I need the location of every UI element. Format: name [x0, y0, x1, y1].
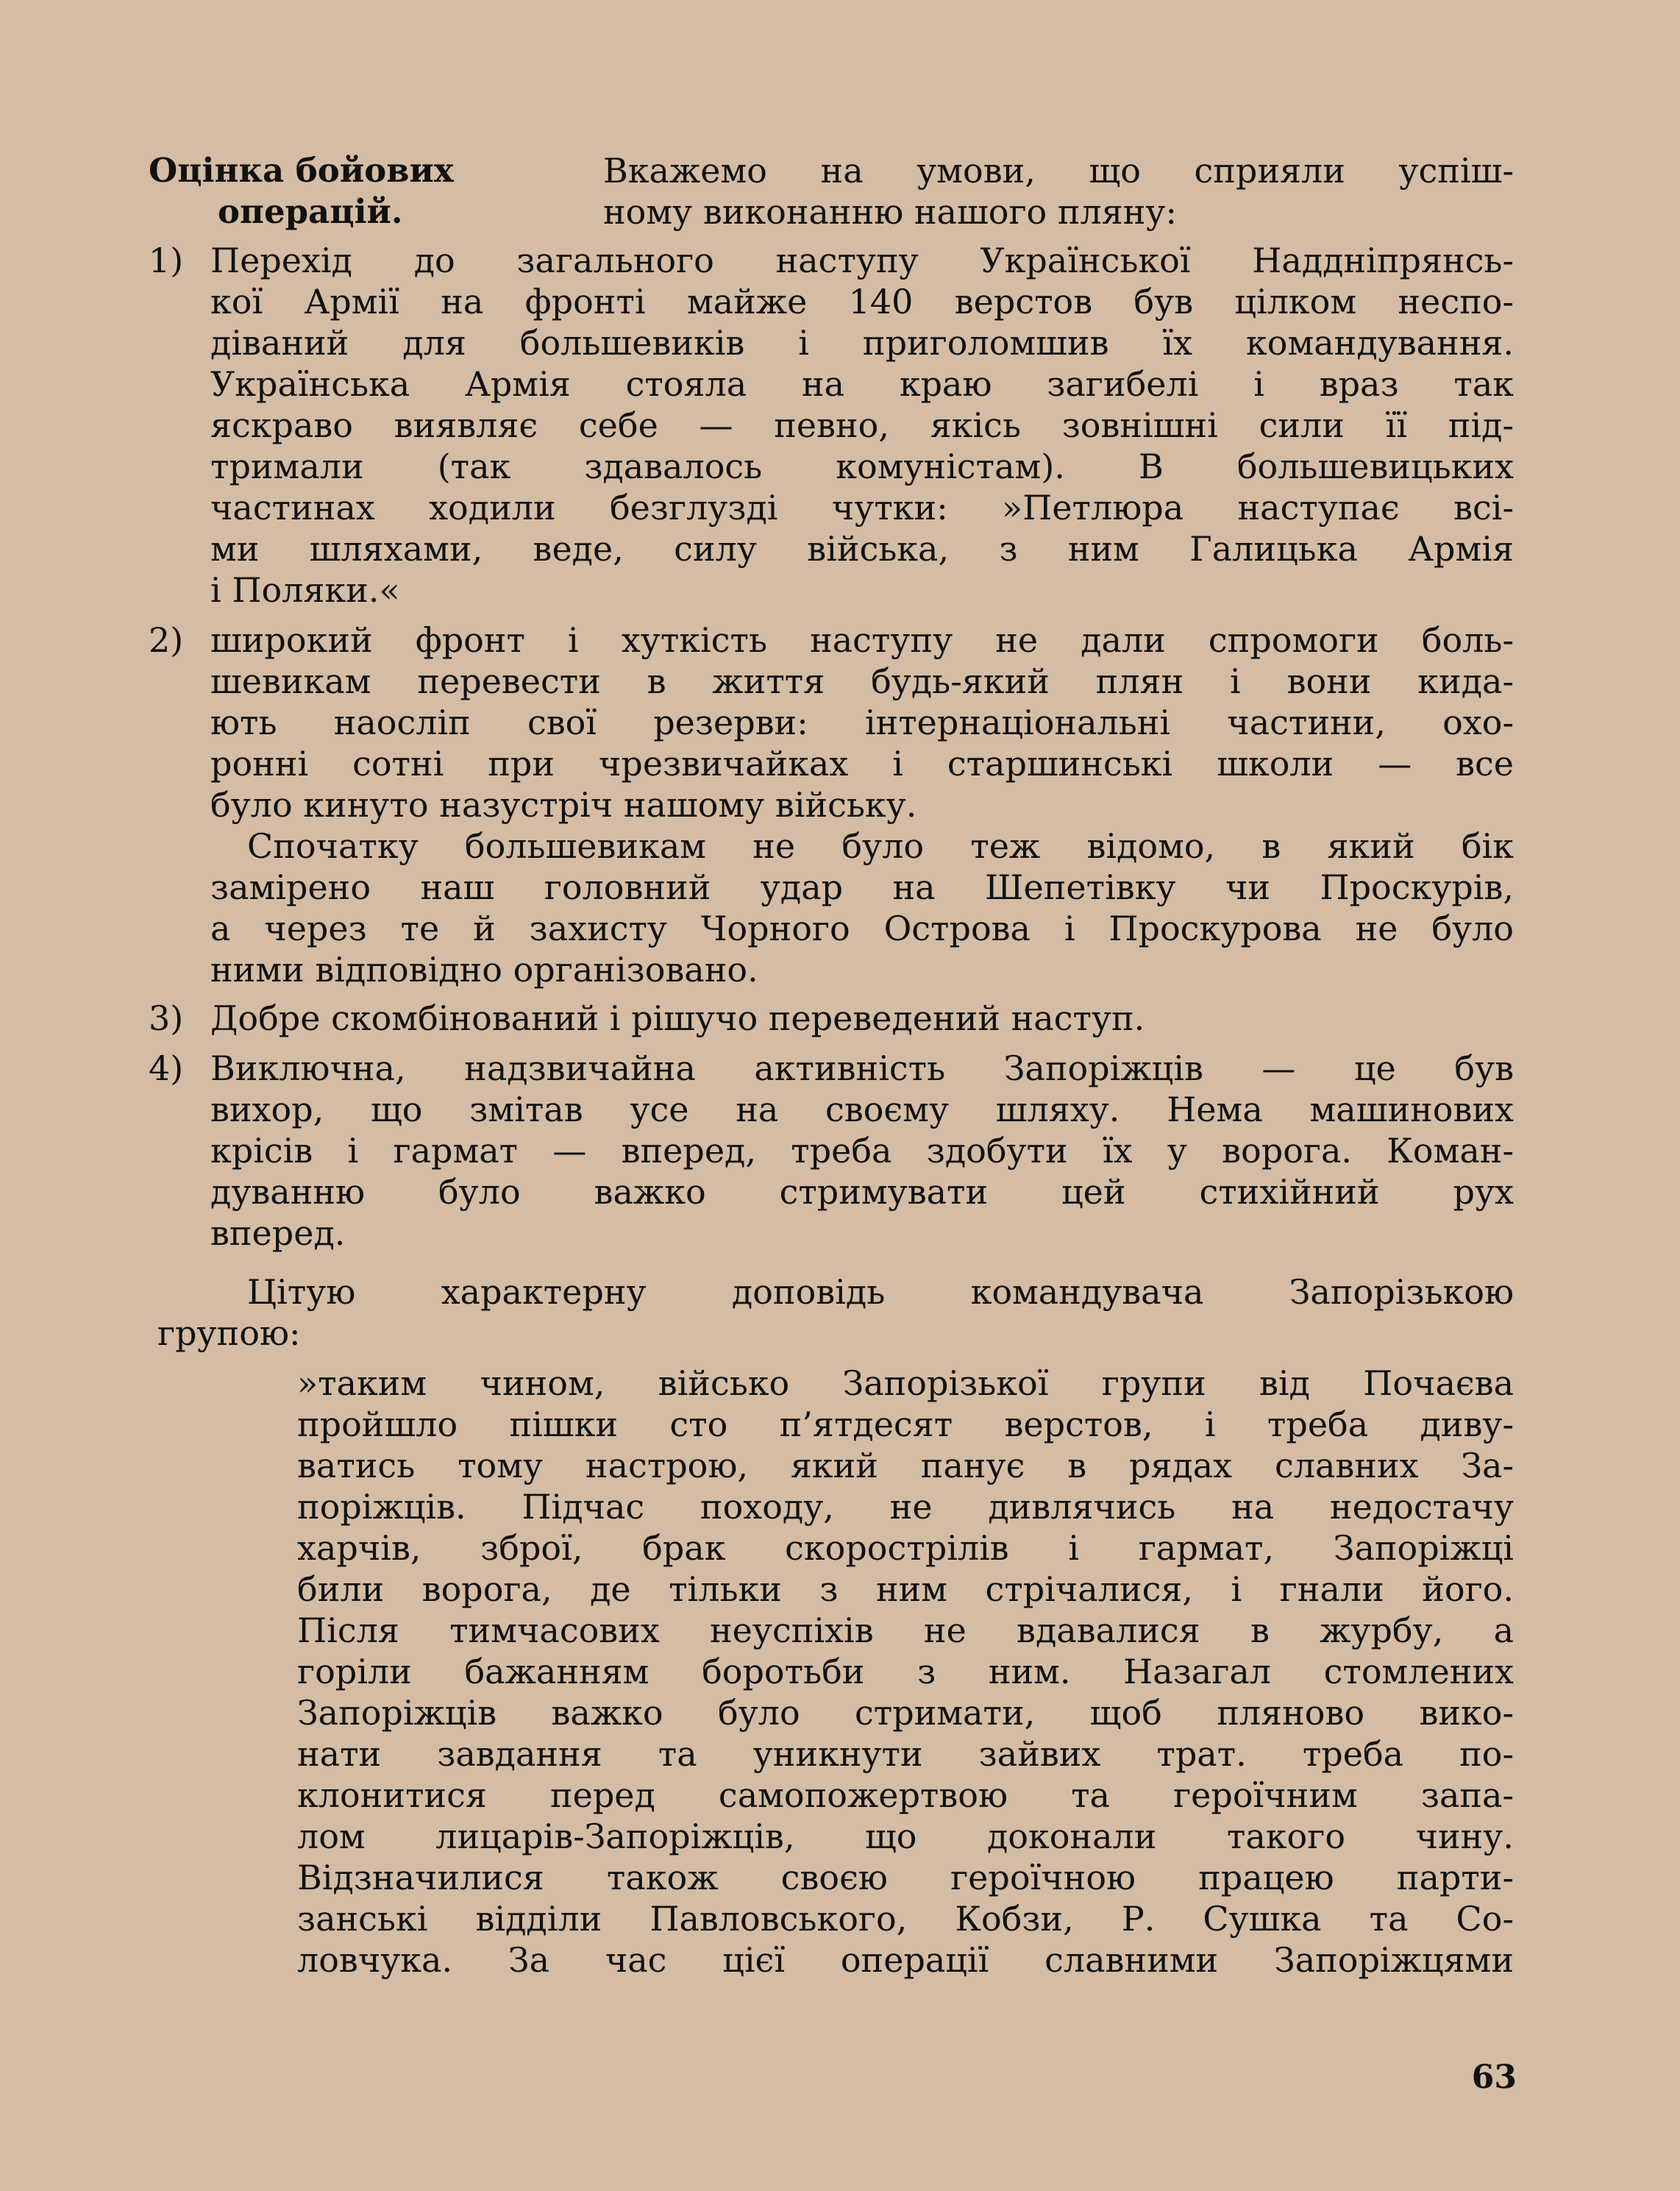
quote-line: харчів, зброї, брак скорострілів і гармат, Запоріжці [297, 1528, 1514, 1568]
citation-intro-line: Цітую характерну доповідь командувача Запорізькою [247, 1272, 1514, 1312]
quote-line: ловчука. За час цієї операції славними Запоріжцями [297, 1940, 1514, 1980]
list-item-line: діваний для большевиків і приголомшив їх командування. [210, 323, 1514, 363]
side-heading-line-2: операцій. [218, 192, 403, 231]
list-item-line: було кинуто назустріч нашому війську. [210, 785, 917, 825]
intro-line: Вкажемо на умови, що сприяли успіш- [603, 151, 1514, 191]
list-item-line: тримали (так здавалось комуністам). В большевицьких [210, 447, 1514, 486]
list-item-line: кої Армії на фронті майже 140 верстов був цілком неспо- [210, 282, 1514, 322]
list-item-number: 3) [149, 998, 184, 1038]
list-item-line: а через те й захисту Чорного Острова і Проскурова не було [210, 909, 1514, 948]
list-item-line: вихор, що змітав усе на своєму шляху. Нема машинових [210, 1090, 1514, 1129]
list-item-line: ронні сотні при чрезвичайках і старшинські школи — все [210, 744, 1514, 784]
quote-line: пройшло пішки сто п’ятдесят верстов, і треба диву- [297, 1405, 1514, 1444]
quote-line: лом лицарів-Запоріжців, що доконали такого чину. [297, 1817, 1514, 1856]
quote-line: »таким чином, військо Запорізької групи від Почаєва [297, 1363, 1514, 1403]
list-item-line: Виключна, надзвичайна активність Запоріжців — це був [210, 1048, 1514, 1088]
quote-line: били ворога, де тільки з ним стрічалися, і гнали його. [297, 1569, 1514, 1609]
quote-line: Запоріжців важко було стримати, щоб пляново вико- [297, 1693, 1514, 1733]
list-item-line: Перехід до загального наступу Української Наддніпрянсь- [210, 241, 1514, 280]
list-item-line: вперед. [210, 1213, 346, 1253]
quote-line: Відзначилися також своєю героїчною працею парти- [297, 1858, 1514, 1897]
list-item-line: яскраво виявляє себе — певно, якісь зовнішні сили її під- [210, 405, 1514, 445]
quote-line: ватись тому настрою, який панує в рядах славних За- [297, 1446, 1514, 1485]
list-item-line: ми шляхами, веде, силу війська, з ним Галицька Армія [210, 529, 1514, 569]
quote-line: занські відділи Павловського, Кобзи, Р. Сушка та Со- [297, 1899, 1514, 1939]
list-item-line: широкий фронт і хуткість наступу не дали спромоги боль- [210, 620, 1514, 660]
list-item-line: і Поляки.« [210, 570, 400, 610]
list-item-line: Спочатку большевикам не було теж відомо, в який бік [247, 826, 1514, 866]
citation-intro-line: групою: [157, 1313, 301, 1353]
list-item-line: замірено наш головний удар на Шепетівку чи Проскурів, [210, 867, 1514, 907]
quote-line: клонитися перед самопожертвою та героїчним запа- [297, 1775, 1514, 1815]
list-item-line: Добре скомбінований і рішучо переведений наступ. [210, 998, 1145, 1038]
quote-line: поріжців. Підчас походу, не дивлячись на недостачу [297, 1487, 1514, 1527]
list-item-line: частинах ходили безглузді чутки: »Петлюра наступає всі- [210, 488, 1514, 528]
page-number: 63 [1471, 2059, 1517, 2096]
list-item-line: шевикам перевести в життя будь-який плян і вони кида- [210, 661, 1514, 701]
list-item-line: крісів і гармат — вперед, треба здобути їх у ворога. Коман- [210, 1131, 1514, 1171]
list-item-number: 2) [149, 620, 184, 660]
quote-line: горіли бажанням боротьби з ним. Назагал стомлених [297, 1652, 1514, 1691]
list-item-line: дуванню було важко стримувати цей стихійний рух [210, 1172, 1514, 1212]
list-item-line: ють наосліп свої резерви: інтернаціональні частини, охо- [210, 703, 1514, 742]
list-item-number: 4) [149, 1048, 184, 1088]
quote-line: Після тимчасових неуспіхів не вдавалися в журбу, а [297, 1611, 1514, 1650]
side-heading-line-1: Оцінка бойових [149, 151, 454, 190]
intro-line: ному виконанню нашого пляну: [603, 192, 1177, 232]
list-item-line: ними відповідно організовано. [210, 950, 758, 990]
list-item-number: 1) [149, 241, 184, 280]
list-item-line: Українська Армія стояла на краю загибелі і враз так [210, 364, 1514, 404]
quote-line: нати завдання та уникнути зайвих трат. треба по- [297, 1734, 1514, 1774]
